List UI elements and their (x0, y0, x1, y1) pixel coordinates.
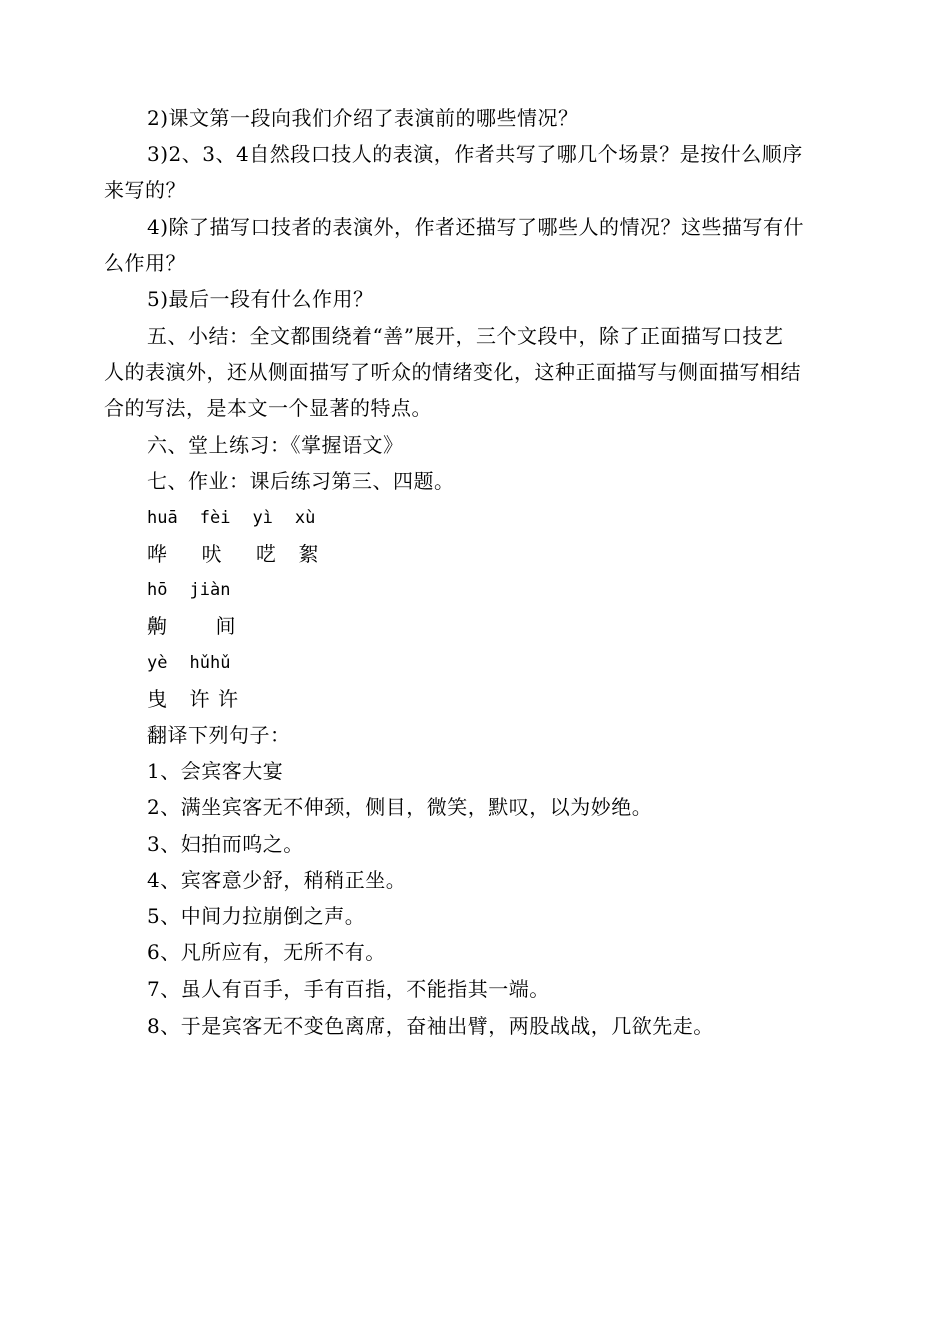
pinyin-text: jiàn (189, 580, 231, 600)
vocab-char: 齁 (147, 614, 168, 638)
summary-line-1: 五、小结：全文都围绕着“善”展开，三个文段中，除了正面描写口技艺 (147, 324, 784, 348)
vocab-char: 呓 (256, 542, 277, 566)
translate-item-4: 4、宾客意少舒，稍稍正坐。 (147, 868, 407, 892)
translate-item-7: 7、虽人有百手，手有百指，不能指其一端。 (147, 977, 550, 1001)
vocab-chars-row-1 (147, 536, 850, 572)
homework: 七、作业：课后练习第三、四题。 (147, 469, 455, 493)
pinyin-text: yè (147, 653, 168, 673)
vocab-chars-row-2 (147, 608, 850, 644)
question-4-line-1: 4)除了描写口技者的表演外，作者还描写了哪些人的情况？这些描写有什 (147, 215, 805, 239)
vocab-char: 许 (218, 687, 239, 711)
pinyin-text: hǔhǔ (189, 653, 231, 673)
translate-item-6: 6、凡所应有，无所不有。 (147, 940, 386, 964)
vocab-char: 絮 (298, 542, 319, 566)
translate-item-3: 3、妇拍而呜之。 (147, 832, 304, 856)
pinyin-row-2 (147, 572, 850, 608)
pinyin-text: hō (147, 580, 168, 600)
question-2: 2)课文第一段向我们介绍了表演前的哪些情况？ (147, 106, 579, 130)
question-5: 5)最后一段有什么作用？ (147, 287, 374, 311)
pinyin-row-1 (147, 500, 850, 536)
question-3-line-2: 来写的？ (104, 178, 186, 202)
vocab-char: 曳 (147, 687, 168, 711)
pinyin-text: huā (147, 508, 178, 528)
summary-line-3: 合的写法，是本文一个显著的特点。 (104, 396, 432, 420)
translate-item-1: 1、会宾客大宴 (147, 759, 284, 783)
translate-item-5: 5、中间力拉崩倒之声。 (147, 904, 366, 928)
translate-item-8: 8、于是宾客无不变色离席，奋袖出臂，两股战战，几欲先走。 (147, 1014, 714, 1038)
question-4-line-2: 么作用？ (104, 251, 186, 275)
translate-item-2: 2、满坐宾客无不伸颈，侧目，微笑，默叹，以为妙绝。 (147, 795, 653, 819)
pinyin-text: yì (252, 508, 273, 528)
pinyin-row-3 (147, 645, 850, 681)
vocab-char: 哗 (147, 542, 168, 566)
summary-line-2: 人的表演外，还从侧面描写了听众的情绪变化，这种正面描写与侧面描写相结 (104, 360, 801, 384)
translate-heading: 翻译下列句子： (147, 723, 291, 747)
vocab-char: 许 (189, 687, 210, 711)
classroom-practice: 六、堂上练习：《掌握语文》 (147, 433, 404, 457)
vocab-chars-row-3 (147, 681, 850, 717)
vocab-char: 间 (215, 614, 236, 638)
pinyin-text: fèi (199, 508, 231, 528)
vocab-char: 吠 (201, 542, 222, 566)
question-3-line-1: 3)2、3、4自然段口技人的表演，作者共写了哪几个场景？是按什么顺序 (147, 142, 803, 166)
pinyin-text: xù (294, 508, 316, 528)
